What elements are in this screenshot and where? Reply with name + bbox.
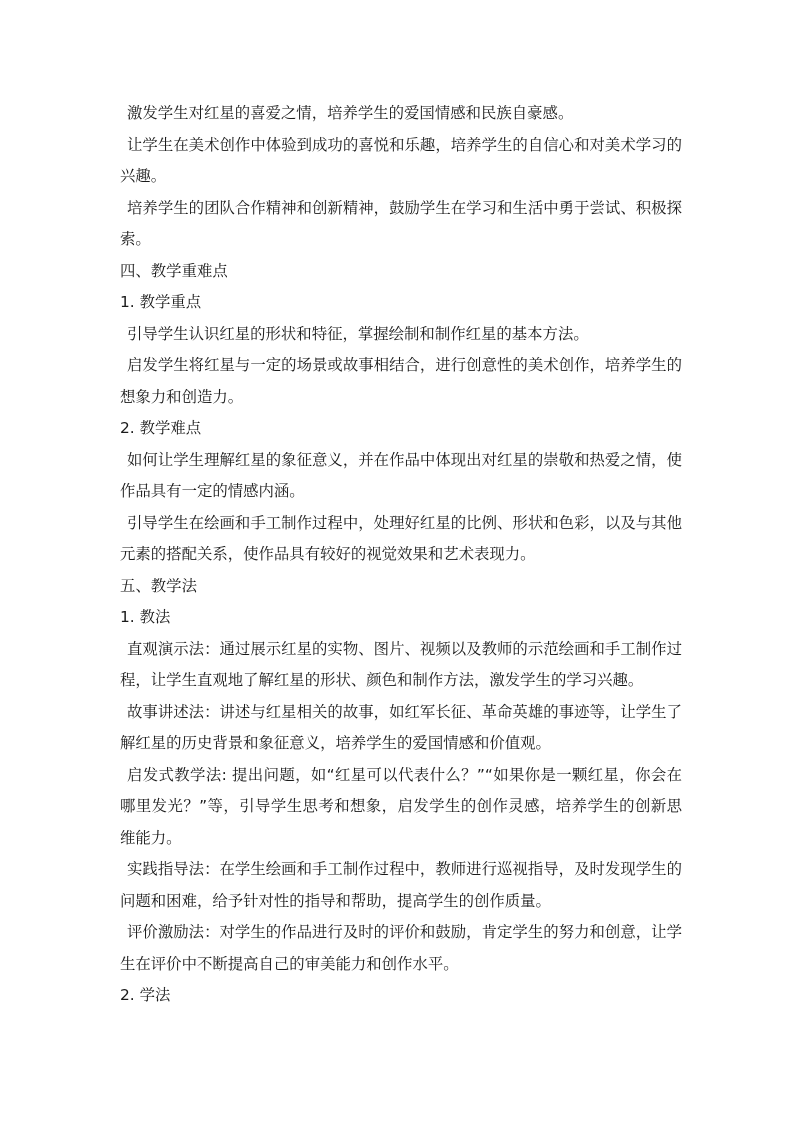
- paragraph-diff-2: 引导学生在绘画和手工制作过程中，处理好红星的比例、形状和色彩，以及与其他元素的搭配关系，使作品具有较好的视觉效果和艺术表现力。: [120, 513, 682, 563]
- paragraph-goal-2: 让学生在美术创作中体验到成功的喜悦和乐趣，培养学生的自信心和对美术学习的兴趣。: [120, 135, 682, 185]
- paragraph-method-demo: 直观演示法：通过展示红星的实物、图片、视频以及教师的示范绘画和手工制作过程，让学生直观地了解红星的形状、颜色和制作方法，激发学生的学习兴趣。: [120, 639, 682, 689]
- subheading-teaching-method: 1. 教法: [120, 608, 171, 626]
- paragraph-method-evaluation: 评价激励法：对学生的作品进行及时的评价和鼓励，肯定学生的努力和创意，让学生在评价中不断提高自己的审美能力和创作水平。: [120, 923, 682, 973]
- subheading-learning-method: 2. 学法: [120, 986, 171, 1004]
- paragraph-key-2: 启发学生将红星与一定的场景或故事相结合，进行创意性的美术创作，培养学生的想象力和创造力。: [120, 356, 682, 406]
- paragraph-diff-1: 如何让学生理解红星的象征意义，并在作品中体现出对红星的崇敬和热爱之情，使作品具有一定的情感内涵。: [120, 450, 682, 500]
- paragraph-goal-3: 培养学生的团队合作精神和创新精神，鼓励学生在学习和生活中勇于尝试、积极探索。: [120, 198, 682, 248]
- paragraph-goal-1: 激发学生对红星的喜爱之情，培养学生的爱国情感和民族自豪感。: [127, 104, 574, 122]
- section-heading-teaching-methods: 五、教学法: [120, 576, 197, 595]
- paragraph-method-heuristic: 启发式教学法: 提出问题，如“红星可以代表什么？”“如果你是一颗红星，你会在哪里发光？”等，引导学生思考和想象，启发学生的创作灵感，培养学生的创新思维能力。: [120, 765, 682, 847]
- paragraph-key-1: 引导学生认识红星的形状和特征，掌握绘制和制作红星的基本方法。: [127, 324, 589, 343]
- subheading-key-points: 1. 教学重点: [120, 293, 202, 311]
- paragraph-method-practice: 实践指导法：在学生绘画和手工制作过程中，教师进行巡视指导，及时发现学生的问题和困难，给予针对性的指导和帮助，提高学生的创作质量。: [120, 860, 682, 910]
- paragraph-method-story: 故事讲述法：讲述与红星相关的故事，如红军长征、革命英雄的事迹等，让学生了解红星的历史背景和象征意义，培养学生的爱国情感和价值观。: [120, 702, 682, 752]
- subheading-difficulties: 2. 教学难点: [120, 419, 202, 437]
- document-body: [120, 98, 682, 1012]
- section-heading-teaching-focus: 四、教学重难点: [120, 261, 228, 280]
